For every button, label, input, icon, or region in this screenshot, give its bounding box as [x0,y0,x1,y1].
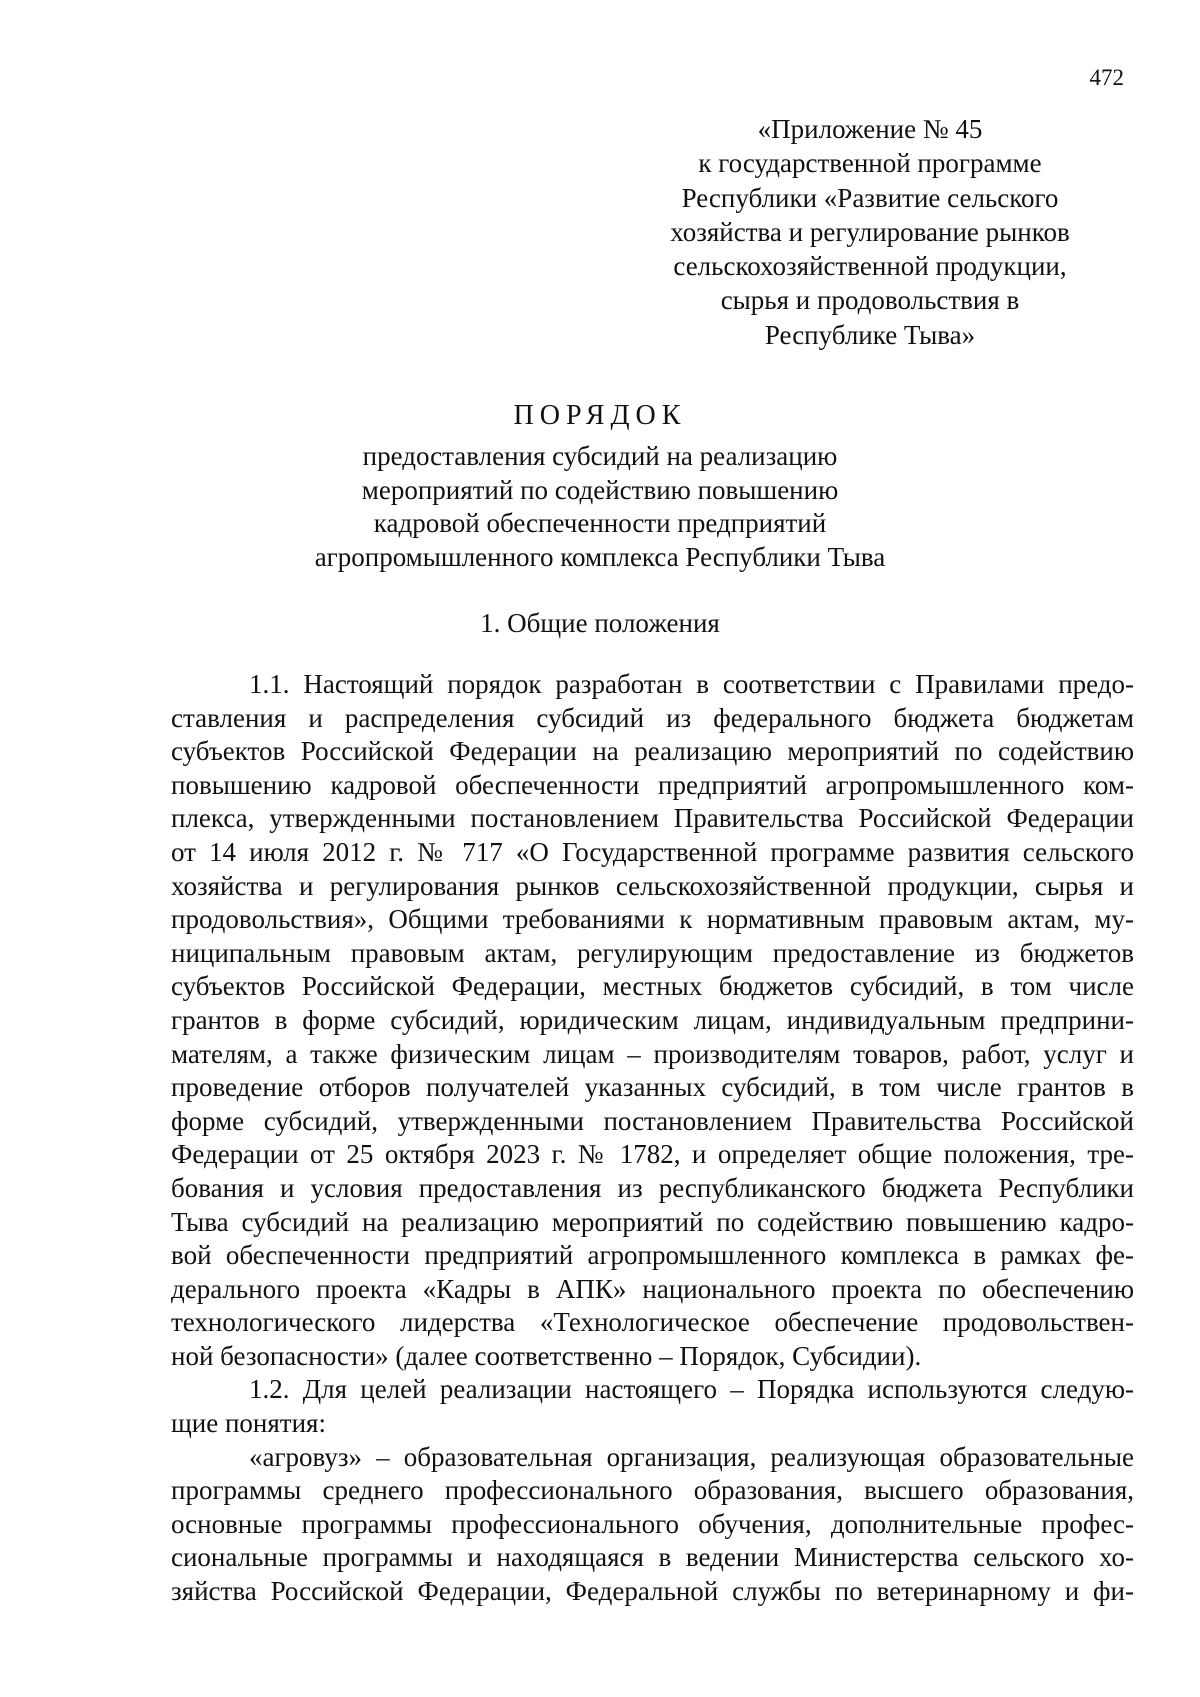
paragraph-line: субъектов Российской Федерации на реализацию мероприятий по содействию [171,736,1134,767]
subtitle-line: агропромышленного комплекса Республики Тыва [314,541,886,572]
body-text [171,668,1134,1609]
appendix-line: хозяйства и регулирование рынков [670,216,1070,247]
appendix-line: к государственной программе [698,148,1042,179]
paragraph-line: дерального проекта «Кадры в АПК» национального проекта по обеспечению [171,1273,1134,1304]
paragraph-line: плекса, утвержденными постановлением Правительства Российской Федерации [171,803,1134,834]
paragraph-line: технологического лидерства «Технологическое обеспечение продовольствен- [171,1307,1134,1338]
paragraph-line: субъектов Российской Федерации, местных бюджетов субсидий, в том числе [171,971,1134,1002]
section-heading: 1. Общие положения [480,608,720,638]
paragraph-line: ставления и распределения субсидий из федерального бюджета бюджетам [171,702,1134,733]
paragraph-line: «агровуз» – образовательная организация, реализующая образовательные [249,1441,1134,1472]
paragraph-line: вой обеспеченности предприятий агропромышленного комплекса в рамках фе- [171,1240,1134,1271]
paragraph-line: Тыва субсидий на реализацию мероприятий по содействию повышению кадро- [171,1206,1134,1237]
paragraph-line: форме субсидий, утвержденными постановлением Правительства Российской [171,1105,1134,1136]
paragraph-line: щие понятия: [171,1408,326,1439]
appendix-line: сельскохозяйственной продукции, [673,251,1067,282]
paragraph-line: программы среднего профессионального образования, высшего образования, [171,1475,1134,1506]
paragraph-line: грантов в форме субсидий, юридическим лицам, индивидуальным предприни- [171,1004,1134,1035]
paragraph-line: ной безопасности» (далее соответственно – Порядок, Субсидии). [171,1340,922,1371]
subtitle-line: мероприятий по содействию повышению [361,474,839,505]
paragraph-line: 1.2. Для целей реализации настоящего – Порядка используются следую- [249,1374,1134,1405]
appendix-line: «Приложение № 45 [757,114,983,144]
paragraph-line: проведение отборов получателей указанных субсидий, в том числе грантов в [171,1072,1134,1103]
paragraph-line: Федерации от 25 октября 2023 г. № 1782, и определяет общие положения, тре- [171,1139,1134,1170]
paragraph-line: от 14 июля 2012 г. № 717 «О Государственной программе развития сельского [171,836,1134,867]
subtitle-line: кадровой обеспеченности предприятий [373,508,827,538]
document-title: ПОРЯДОК [513,400,687,431]
paragraph-line: ниципальным правовым актам, регулирующим предоставление из бюджетов [171,937,1134,968]
paragraph-line: продовольствия», Общими требованиями к нормативным правовым актам, му- [171,904,1134,935]
appendix-line: Республики «Развитие сельского [681,182,1059,213]
document-subtitle [200,440,1000,574]
page-number: 472 [1089,65,1124,90]
appendix-reference [590,112,1150,352]
paragraph-line: мателям, а также физическим лицам – производителям товаров, работ, услуг и [171,1038,1134,1069]
paragraph-line: зяйства Российской Федерации, Федеральной службы по ветеринарному и фи- [171,1576,1134,1607]
paragraph-line: повышению кадровой обеспеченности предприятий агропромышленного ком- [171,769,1134,800]
paragraph-line: сиональные программы и находящаяся в ведении Министерства сельского хо- [171,1542,1134,1573]
appendix-line: сырья и продовольствия в [720,285,1020,316]
paragraph-line: основные программы профессионального обучения, дополнительные профес- [171,1508,1134,1539]
paragraph-line: хозяйства и регулирования рынков сельскохозяйственной продукции, сырья и [171,870,1134,901]
subtitle-line: предоставления субсидий на реализацию [362,441,838,471]
paragraph-line: 1.1. Настоящий порядок разработан в соответствии с Правилами предо- [249,669,1134,699]
paragraph-line: бования и условия предоставления из республиканского бюджета Республики [171,1172,1134,1203]
appendix-line: Республике Тыва» [764,319,976,350]
